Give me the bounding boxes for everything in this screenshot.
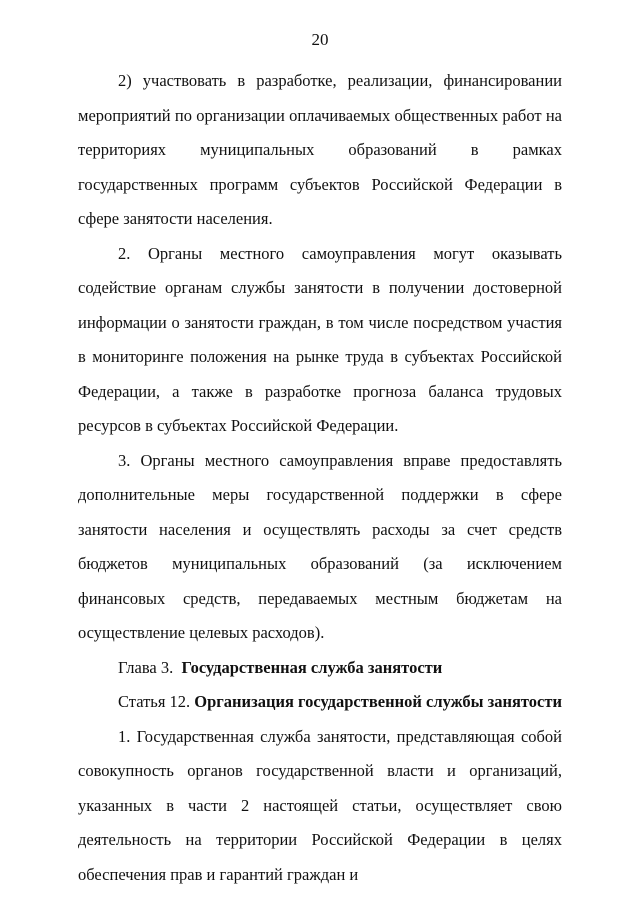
chapter-title: Государственная служба занятости <box>181 657 443 677</box>
page-number: 20 <box>311 30 329 49</box>
article-paragraph-1: 1. Государственная служба занятости, представляющая собой совокупность органов государственной власти и организаций, указанных в части 2 настоящей статьи, осуществляет свою деятельность на территории Российской Федерации в целях обеспечения прав и гарантий граждан и <box>78 726 562 884</box>
chapter-label: Глава 3. <box>118 657 174 677</box>
article-title: Организация государственной службы занятости <box>194 692 562 711</box>
article-heading <box>78 685 562 720</box>
paragraph-clause-3: 3. Органы местного самоуправления вправе предоставлять дополнительные меры государственной поддержки в сфере занятости населения и осуществлять расходы за счет средств бюджетов муниципальных образований (за исключением финансовых средств, передаваемых местным бюджетам на осуществление целевых расходов). <box>78 450 562 642</box>
chapter-heading <box>78 651 562 686</box>
paragraph-item-2: 2) участвовать в разработке, реализации, финансировании мероприятий по организации оплачиваемых общественных работ на территориях муниципальных образований в рамках государственных программ субъектов Российской Федерации в сфере занятости населения. <box>78 71 562 228</box>
paragraph-clause-2: 2. Органы местного самоуправления могут оказывать содействие органам службы занятости в получении достоверной информации о занятости граждан, в том числе посредством участия в мониторинге положения на рынке труда в субъектах Российской Федерации, а также в разработке прогноза баланса трудовых ресурсов в субъектах Российской Федерации. <box>78 243 562 435</box>
document-body <box>78 64 562 892</box>
article-label: Статья 12. <box>118 692 191 711</box>
